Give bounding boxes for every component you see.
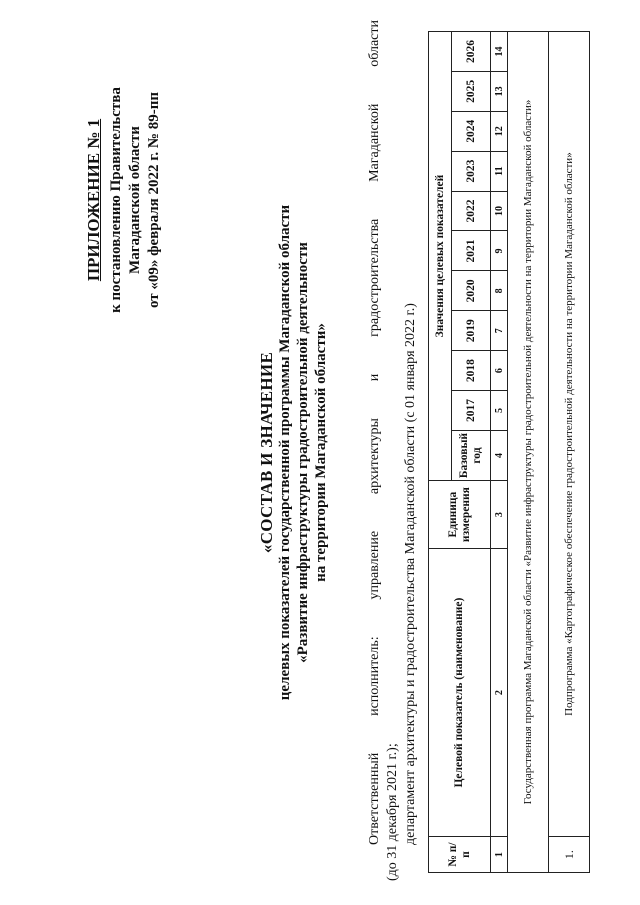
column-number: 12 [491, 111, 508, 151]
column-number: 9 [491, 231, 508, 271]
appendix-line-1: к постановлению Правительства [108, 87, 124, 313]
header-year: 2019 [452, 311, 491, 351]
column-number: 13 [491, 71, 508, 111]
subprogram-number: 1. [549, 837, 590, 873]
header-year: 2023 [452, 151, 491, 191]
indicators-table [428, 31, 590, 873]
appendix-line-2: Магаданской области [127, 126, 143, 274]
column-numbers-row [491, 32, 508, 873]
subprogram-title: Подпрограмма «Картографическое обеспечение градостроительной деятельности на территории Магаданской области» [549, 32, 590, 837]
header-year: 2025 [452, 71, 491, 111]
column-number: 4 [491, 430, 508, 480]
document-title [258, 120, 330, 785]
header-year: 2018 [452, 351, 491, 391]
responsible-line-3: департамент архитектуры и градостроительства Магаданской области (с 01 января 2022 г.) [403, 303, 418, 845]
header-values-group: Значения целевых показателей [429, 32, 452, 481]
title-line-3: «Развитие инфраструктуры градостроительной деятельности [295, 242, 311, 663]
program-row [508, 32, 549, 873]
responsible-line-2: (до 31 декабря 2021 г.); [385, 743, 400, 881]
header-year: 2024 [452, 111, 491, 151]
column-number: 11 [491, 151, 508, 191]
header-year: 2022 [452, 191, 491, 231]
header-year: 2017 [452, 391, 491, 431]
header-num: № п/п [429, 837, 491, 873]
header-year: 2020 [452, 271, 491, 311]
header-year: 2026 [452, 32, 491, 72]
subprogram-row [549, 32, 590, 873]
column-number: 10 [491, 191, 508, 231]
responsible-executor [366, 20, 420, 881]
header-unit: Единица измерения [429, 481, 491, 549]
column-number: 3 [491, 481, 508, 549]
column-number: 6 [491, 351, 508, 391]
column-number: 5 [491, 391, 508, 431]
column-number: 1 [491, 837, 508, 873]
responsible-line-1: Ответственный исполнитель: управление архитектуры и градостроительства Магаданской области [367, 20, 382, 845]
header-base-year: Базовый год [452, 430, 491, 480]
column-number: 14 [491, 32, 508, 72]
column-number: 2 [491, 549, 508, 837]
column-number: 7 [491, 311, 508, 351]
title-line-4: на территории Магаданской области» [313, 323, 329, 582]
title-line-1: «СОСТАВ И ЗНАЧЕНИЕ [257, 351, 276, 554]
header-year: 2021 [452, 231, 491, 271]
title-line-2: целевых показателей государственной программы Магаданской области [277, 204, 293, 701]
appendix-line-3: от «09» февраля 2022 г. № 89-пп [146, 91, 162, 309]
appendix-block [84, 40, 164, 360]
appendix-heading: ПРИЛОЖЕНИЕ № 1 [84, 118, 103, 282]
column-number: 8 [491, 271, 508, 311]
program-title: Государственная программа Магаданской области «Развитие инфраструктуры градостроительной деятельности на территории Магаданской области» [508, 32, 549, 873]
header-indicator: Целевой показатель (наименование) [429, 549, 491, 837]
